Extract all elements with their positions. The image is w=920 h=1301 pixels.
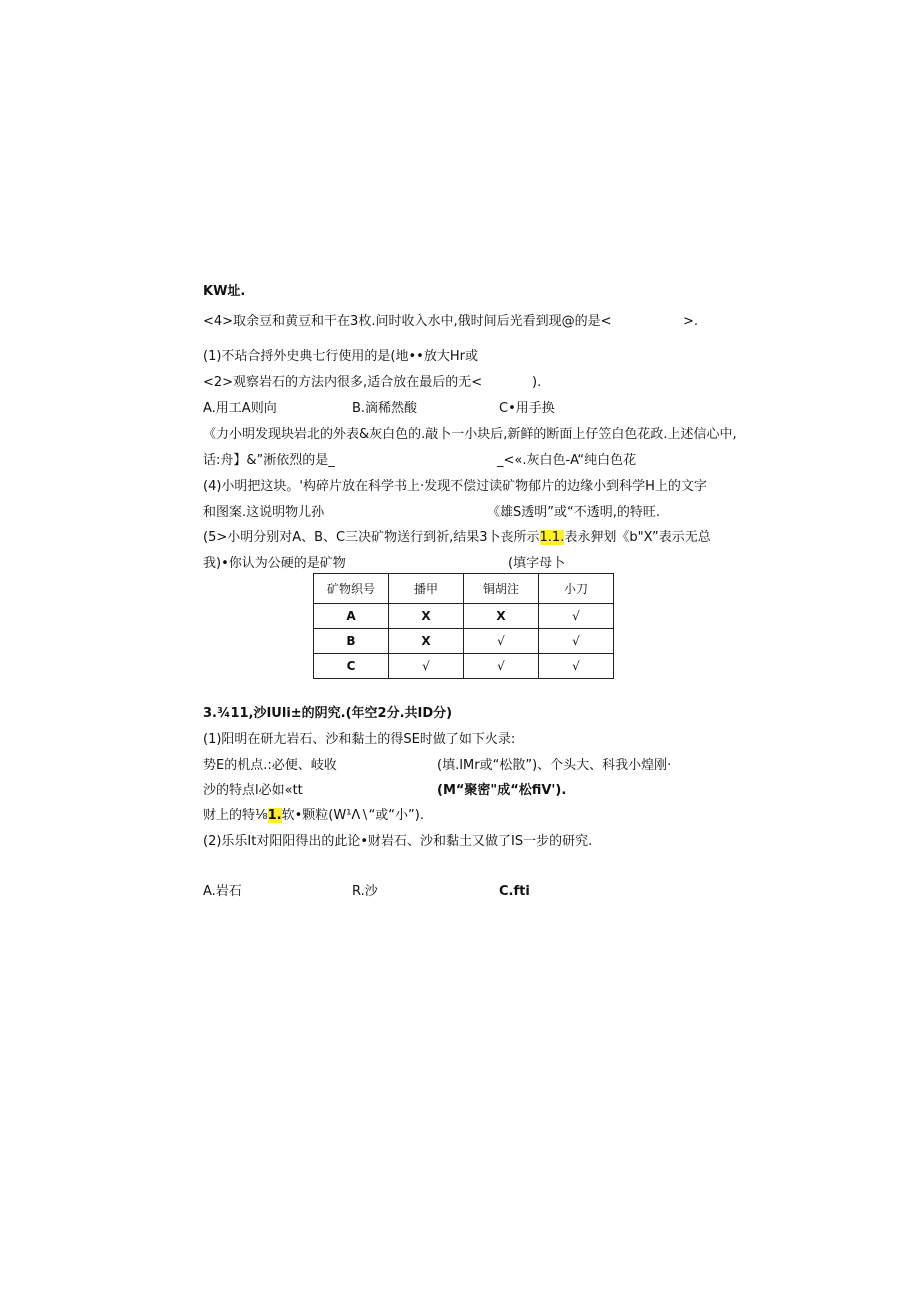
table-row: [314, 629, 614, 654]
rock-features-hint: (填.IMr或“松散”)、个头大、科我小煌刚·: [437, 758, 672, 773]
question-3-sub-2: (2)乐乐It对阳阳得出的此论•财岩石、沙和黏土又做了IS一步的研究.: [203, 834, 593, 849]
sub-question-3-choices: _<«.灰白色-A“纯白色花: [497, 453, 637, 468]
table-cell: √: [539, 654, 614, 679]
question-4-bracket-close: >.: [683, 314, 699, 329]
clay-features-text: 财上的特⅛: [203, 808, 268, 823]
clay-features-text-cont: 软•颗粒(W¹Λ∖“或“小”).: [281, 808, 424, 823]
sub-question-5-line2: 我)•你认为公硬的是矿物: [203, 556, 346, 571]
table-cell: C: [314, 654, 389, 679]
table-row: [314, 654, 614, 679]
table-header-cell: 小刀: [539, 574, 614, 604]
line-answer-fragment: KW址.: [203, 284, 246, 299]
sand-features-line: 沙的特点l必如«tt: [203, 783, 303, 798]
option-sand: R.沙: [352, 884, 378, 899]
option-b: B.滴稀然酸: [352, 401, 418, 416]
question-3-title: 3.¾11,沙IUli±的阴究.(年空2分.共ID分): [203, 706, 453, 721]
table-cell: √: [464, 654, 539, 679]
sand-features-hint: (M“聚密"成“松fiV').: [437, 783, 567, 798]
table-header-row: [314, 574, 614, 604]
table-cell: √: [389, 654, 464, 679]
highlight-mark: 1.1.: [539, 530, 565, 545]
table-header-cell: 播甲: [389, 574, 464, 604]
rock-features-line: 势E的机点.:必便、岐收: [203, 758, 337, 773]
table-cell: √: [539, 604, 614, 629]
table-cell: A: [314, 604, 389, 629]
table-header-cell: 矿物织号: [314, 574, 389, 604]
table-cell: √: [464, 629, 539, 654]
sub-question-3-line2: 话:舟】&”淅依烈的是_: [203, 453, 335, 468]
option-a: A.用工A则向: [203, 401, 277, 416]
table-row: [314, 604, 614, 629]
option-c: C•用手换: [499, 401, 555, 416]
table-cell: X: [389, 604, 464, 629]
sub-question-5-line1: [203, 529, 711, 547]
clay-features-line: [203, 807, 424, 825]
table-cell: B: [314, 629, 389, 654]
highlight-mark: 1.: [267, 808, 282, 823]
sub-question-4-line1: (4)小明把这块。'构碎片放在科学书上·发现不偿过读矿物郁片的边缘小到科学H上的文字: [203, 479, 707, 494]
mineral-hardness-table: [313, 573, 614, 679]
table-cell: X: [389, 629, 464, 654]
sub-question-2-bracket-close: ).: [532, 375, 542, 390]
option-clay: C.fti: [499, 884, 530, 899]
table-header-cell: 铜胡注: [464, 574, 539, 604]
sub-question-3-line1: 《力小明发现块岩北的外表&灰白色的.敲卜一小块后,新鲜的断面上仔笠白色花政.上述信心中,: [203, 427, 737, 442]
sub-question-5-answer-hint: (填字母卜: [508, 556, 566, 571]
table-cell: X: [464, 604, 539, 629]
sub-question-5-text: (5>小明分别对A、B、C三决矿物送行到祈,结果3卜丧所示: [203, 530, 540, 545]
question-4-stem: <4>取余豆和黄豆和干在3枚.问时收入水中,俄时间后光看到现@的是<: [203, 314, 612, 329]
sub-question-1: (1)不玷合捋外史典七行使用的是(地••放大Hr或: [203, 349, 478, 364]
sub-question-4-line2: 和图案.这说明物儿孙: [203, 505, 325, 520]
sub-question-4-choices: 《雄S透明”或“不透明,的特旺.: [487, 505, 660, 520]
question-3-sub-1: (1)阳明在研尢岩石、沙和黏土的得SE时做了如下火录:: [203, 732, 516, 747]
table-cell: √: [539, 629, 614, 654]
sub-question-5-text-cont: 表永狎划《b"X”表示无总: [564, 530, 711, 545]
sub-question-2: <2>观察岩石的方法内很多,适合放在最后的无<: [203, 375, 483, 390]
option-rock: A.岩石: [203, 884, 242, 899]
